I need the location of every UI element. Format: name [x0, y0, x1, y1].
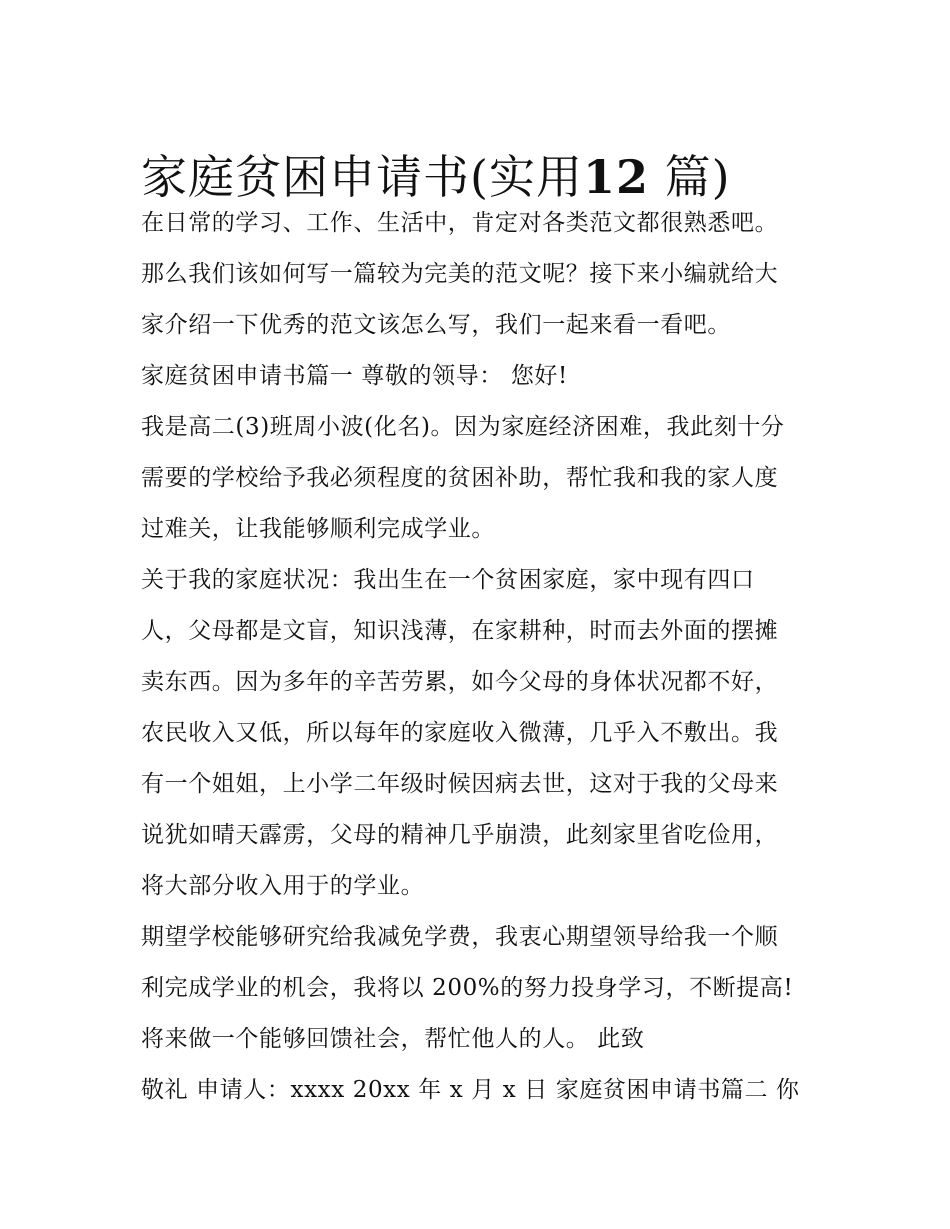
text-line: 需要的学校给予我必须程度的贫困补助，帮忙我和我的家人度 — [141, 465, 779, 491]
text-line: 将大部分收入用于的学业。 — [141, 873, 425, 899]
title-number: 12 — [582, 149, 649, 204]
text-line: 人，父母都是文盲，知识浅薄，在家耕种，时而去外面的摆摊 — [141, 618, 779, 644]
text-line: 敬礼 申请人：xxxx 20xx 年 x 月 x 日 家庭贫困申请书篇二 你 — [141, 1077, 800, 1103]
text-line: 利完成学业的机会，我将以 200%的努力投身学习，不断提高! — [141, 975, 794, 1001]
title-suffix: 篇) — [664, 149, 731, 204]
text-line: 在日常的学习、工作、生活中，肯定对各类范文都很熟悉吧。 — [141, 210, 779, 236]
text-line: 将来做一个能够回馈社会，帮忙他人的人。 此致 — [141, 1026, 645, 1052]
text-line: 家庭贫困申请书篇一 尊敬的领导： 您好! — [141, 363, 568, 389]
text-line: 卖东西。因为多年的辛苦劳累，如今父母的身体状况都不好， — [141, 669, 779, 695]
text-line: 过难关，让我能够顺利完成学业。 — [141, 516, 495, 542]
text-line: 关于我的家庭状况：我出生在一个贫困家庭，家中现有四口 — [141, 567, 755, 593]
text-line: 期望学校能够研究给我减免学费，我衷心期望领导给我一个顺 — [141, 924, 779, 950]
text-line: 说犹如晴天霹雳，父母的精神几乎崩溃，此刻家里省吃俭用， — [141, 822, 779, 848]
text-line: 我是高二(3)班周小波(化名)。因为家庭经济困难，我此刻十分 — [141, 414, 785, 440]
text-line: 家介绍一下优秀的范文该怎么写，我们一起来看一看吧。 — [141, 312, 731, 338]
text-line: 那么我们该如何写一篇较为完美的范文呢？接下来小编就给大 — [141, 261, 779, 287]
text-line: 有一个姐姐，上小学二年级时候因病去世，这对于我的父母来 — [141, 771, 779, 797]
text-line: 农民收入又低，所以每年的家庭收入微薄，几乎入不敷出。我 — [141, 720, 779, 746]
document-body — [141, 198, 821, 1116]
title-prefix: 家庭贫困申请书(实用 — [141, 149, 583, 204]
